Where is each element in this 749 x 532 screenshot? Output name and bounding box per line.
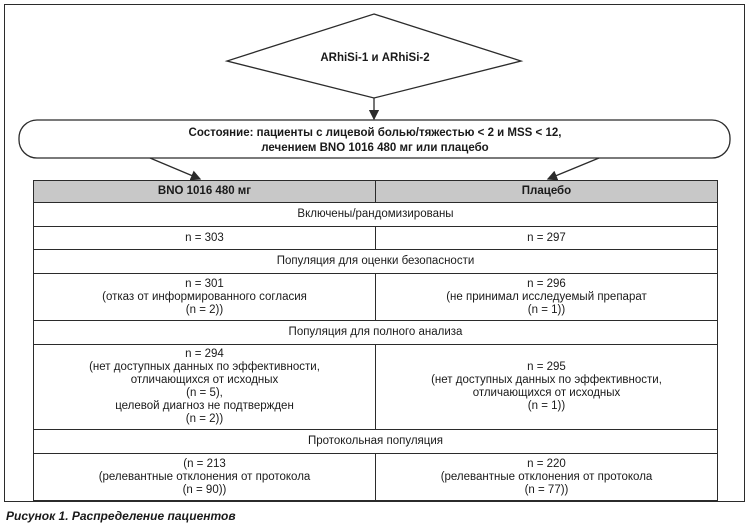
cell-placebo: n = 297 xyxy=(376,227,718,250)
cell-bno: n = 294 (нет доступных данных по эффективности, отличающихся от исходных (n = 5), целевой диагноз не подтвержден (n = 2)) xyxy=(34,345,376,430)
arrow-to-right-column xyxy=(548,158,599,179)
value-row xyxy=(34,345,718,430)
condition-line: Состояние: пациенты с лицевой болью/тяжестью < 2 и MSS < 12, xyxy=(188,127,562,139)
section-title: Популяция для оценки безопасности xyxy=(34,250,718,274)
arrow-to-left-column xyxy=(150,158,200,179)
section-row xyxy=(34,321,718,345)
column-header-row xyxy=(34,181,718,203)
start-label: ARhiSi-1 и ARhiSi-2 xyxy=(320,52,430,64)
value-row xyxy=(34,274,718,321)
condition-line: лечением BNO 1016 480 мг или плацебо xyxy=(261,142,489,154)
column-header-placebo: Плацебо xyxy=(376,181,718,203)
column-header-bno: BNO 1016 480 мг xyxy=(34,181,376,203)
cell-bno: n = 303 xyxy=(34,227,376,250)
value-row xyxy=(34,454,718,501)
section-title: Популяция для полного анализа xyxy=(34,321,718,345)
figure-caption: Рисунок 1. Распределение пациентов xyxy=(6,509,236,523)
cell-bno: n = 301 (отказ от информированного согласия (n = 2)) xyxy=(34,274,376,321)
cell-placebo: n = 295 (нет доступных данных по эффективности, отличающихся от исходных (n = 1)) xyxy=(376,345,718,430)
patient-flow-table xyxy=(33,180,718,501)
cell-placebo: n = 220 (релевантные отклонения от протокола (n = 77)) xyxy=(376,454,718,501)
condition-text xyxy=(140,126,610,156)
section-row xyxy=(34,250,718,274)
section-row xyxy=(34,430,718,454)
section-title: Включены/рандомизированы xyxy=(34,203,718,227)
cell-placebo: n = 296 (не принимал исследуемый препарат (n = 1)) xyxy=(376,274,718,321)
section-title: Протокольная популяция xyxy=(34,430,718,454)
value-row xyxy=(34,227,718,250)
section-row xyxy=(34,203,718,227)
cell-bno: (n = 213 (релевантные отклонения от протокола (n = 90)) xyxy=(34,454,376,501)
